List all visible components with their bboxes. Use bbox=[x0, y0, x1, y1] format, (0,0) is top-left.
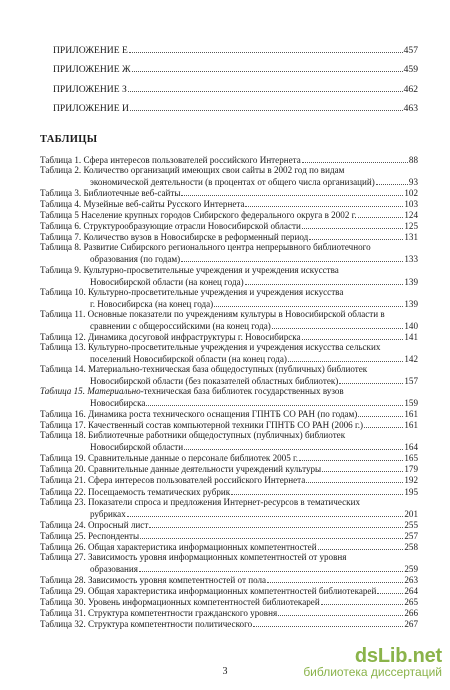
dot-leader bbox=[309, 231, 403, 240]
table-entry-page: 93 bbox=[408, 177, 418, 188]
table-entry-page: 88 bbox=[408, 155, 418, 165]
table-entry-page: 179 bbox=[404, 464, 418, 475]
table-entry-label: Таблица 21. Сфера интересов пользователей российского Интернета bbox=[40, 475, 306, 486]
watermark-subtitle: библиотека диссертаций bbox=[303, 665, 442, 679]
table-entry bbox=[40, 309, 418, 320]
table-entry-page: 125 bbox=[404, 221, 418, 232]
table-entry-label: Таблица 18. Библиотечные работники общедоступных (публичных) библиотек bbox=[40, 430, 346, 441]
table-entry-page: 265 bbox=[404, 597, 418, 607]
dot-leader bbox=[377, 585, 403, 594]
table-entry bbox=[40, 618, 418, 630]
dot-leader bbox=[288, 353, 403, 362]
watermark-logo bbox=[303, 645, 442, 679]
dot-leader bbox=[322, 463, 403, 472]
table-entry-label: Таблица 10. Культурно-просветительные учреждения и учреждения искусства bbox=[40, 286, 344, 297]
table-entry-page: 255 bbox=[404, 519, 418, 530]
table-entry-label: Таблица 7. Количество вузов в Новосибирске в реформенный период bbox=[40, 232, 309, 243]
table-entry-page: 192 bbox=[404, 475, 418, 486]
toc-entry bbox=[40, 44, 418, 56]
table-entry-label: Таблица 1. Сфера интересов пользователей российского Интернета bbox=[40, 155, 301, 165]
table-entry-label: Таблица 24. Опросный лист bbox=[40, 519, 149, 530]
dot-leader bbox=[139, 563, 403, 572]
table-entry-label: Таблица 23. Показатели спроса и предложения Интернет-ресурсов в тематических bbox=[40, 496, 361, 507]
table-entry-page: 131 bbox=[404, 232, 418, 243]
table-entry bbox=[40, 552, 418, 563]
table-entry bbox=[40, 497, 418, 508]
table-entry-page: 195 bbox=[404, 486, 418, 497]
table-entry-label: сравнении с общероссийскими (на конец года) bbox=[90, 320, 271, 331]
table-entry-label: Таблица 26. Общая характеристика информационных компетентностей bbox=[40, 541, 317, 552]
table-entry-page: 102 bbox=[404, 188, 418, 199]
table-entry-page: 258 bbox=[404, 541, 418, 552]
dot-leader bbox=[181, 253, 403, 262]
table-entry-page: 140 bbox=[404, 320, 418, 331]
table-entry-page: 103 bbox=[404, 199, 418, 210]
toc-entry-label: ПРИЛОЖЕНИЕ Е bbox=[53, 45, 128, 56]
toc-entry-page: 463 bbox=[403, 102, 418, 114]
table-entry-label: Таблица 6. Структурообразующие отрасли Новосибирской области bbox=[40, 221, 301, 232]
table-entry-page: 201 bbox=[404, 508, 418, 519]
table-entry-label: Таблица 5 Население крупных городов Сибирского федерального округа в 2002 г. bbox=[40, 210, 357, 221]
table-entry-label: Таблица 16. Динамика роста технического оснащения ГПНТБ СО РАН (по годам) bbox=[40, 409, 358, 420]
table-entry-page: 133 bbox=[404, 254, 418, 265]
dot-leader bbox=[321, 596, 404, 605]
table-entry-page: 165 bbox=[404, 453, 418, 464]
table-entry-page: 139 bbox=[404, 298, 418, 309]
dot-leader bbox=[376, 176, 408, 185]
table-entry bbox=[40, 265, 418, 276]
table-entry-label: Таблица 13. Культурно-просветительные учреждения и учреждения искусства сельских bbox=[40, 341, 381, 352]
dot-leader bbox=[278, 607, 403, 616]
toc-entry-label: ПРИЛОЖЕНИЕ Ж bbox=[53, 64, 131, 76]
table-entry-page: 266 bbox=[404, 608, 418, 619]
dot-leader bbox=[130, 102, 403, 111]
table-entry bbox=[40, 342, 418, 353]
toc-entry bbox=[40, 83, 418, 95]
table-entry-page: 164 bbox=[404, 442, 418, 453]
table-entry-label: Таблица 11. Основные показатели по учреждениям культуры в Новосибирской области в bbox=[40, 308, 385, 319]
table-entry bbox=[40, 242, 418, 253]
dot-leader bbox=[128, 83, 403, 92]
dot-leader bbox=[149, 519, 403, 528]
table-entry-label: Таблица 4. Музейные веб-сайты Русского Интернета bbox=[40, 199, 245, 210]
table-entry bbox=[40, 430, 418, 441]
dot-leader bbox=[358, 408, 403, 417]
table-entry-page: 141 bbox=[404, 331, 418, 342]
table-entry-page: 161 bbox=[404, 420, 418, 431]
table-entry-label: Новосибирска bbox=[90, 398, 146, 409]
dot-leader bbox=[146, 397, 403, 406]
dot-leader bbox=[214, 298, 403, 307]
table-entry bbox=[40, 165, 418, 176]
section-title: ТАБЛИЦЫ bbox=[40, 134, 98, 145]
table-entry bbox=[40, 287, 418, 298]
table-entry-label: г. Новосибирска (на конец года) bbox=[90, 298, 214, 309]
table-entry-label: Таблица 29. Общая характеристика информационных компетентностей библиотекарей bbox=[40, 585, 377, 596]
table-entry-page: 142 bbox=[404, 353, 418, 364]
table-entry-label: Таблица 25. Респонденты bbox=[40, 530, 140, 541]
table-entry-label: рубриках bbox=[90, 508, 126, 519]
dot-leader bbox=[253, 618, 403, 627]
table-entry-label: поселений Новосибирской области (на конец года) bbox=[90, 353, 287, 364]
table-entry-label: Таблица 20. Сравнительные данные деятельности учреждений культуры bbox=[40, 464, 322, 475]
dot-leader bbox=[231, 486, 403, 495]
dot-leader bbox=[364, 419, 403, 428]
toc-entry bbox=[40, 102, 418, 114]
table-entry-page: 124 bbox=[404, 210, 418, 221]
dot-leader bbox=[302, 220, 403, 229]
toc-entry-page: 457 bbox=[403, 45, 418, 56]
table-entry-label: Таблица 15. Материально-техническая база библиотек государственных вузов bbox=[40, 386, 344, 397]
watermark-brand: dsLib.net bbox=[354, 645, 442, 667]
table-entry-label: Таблица 12. Динамика досуговой инфраструктуры г. Новосибирска bbox=[40, 331, 301, 342]
dot-leader bbox=[245, 198, 403, 207]
table-entry-page: 267 bbox=[404, 619, 418, 630]
table-entry-label: Таблица 17. Качественный состав компьютерной техники ГПНТБ СО РАН (2006 г.) bbox=[40, 420, 363, 431]
table-entry-label: Таблица 31. Структура компетентности гражданского уровня bbox=[40, 608, 278, 619]
table-entry-label: Таблица 3. Библиотечные веб-сайты bbox=[40, 188, 181, 199]
dot-leader bbox=[339, 375, 403, 384]
table-entry bbox=[40, 364, 418, 375]
table-entry-label: Новосибирской области bbox=[90, 442, 184, 453]
table-entry-page: 157 bbox=[404, 376, 418, 386]
table-entry-label: Новосибирской области (без показателей областных библиотек) bbox=[90, 376, 339, 386]
table-entry-label: Таблица 32. Структура компетентности политического bbox=[40, 619, 253, 630]
table-entry-page: 263 bbox=[404, 574, 418, 585]
dot-leader bbox=[302, 154, 408, 163]
table-entry-label: Таблица 28. Зависимость уровня компетентностей от пола bbox=[40, 574, 267, 585]
toc-entry-page: 459 bbox=[403, 64, 418, 76]
dot-leader bbox=[140, 530, 403, 539]
dot-leader bbox=[306, 474, 403, 483]
table-entry-page: 257 bbox=[404, 530, 418, 541]
table-entry-label: Таблица 22. Посещаемость тематических рубрик bbox=[40, 486, 231, 497]
toc-entry-label: ПРИЛОЖЕНИЕ З bbox=[53, 83, 127, 95]
table-entry-label: Таблица 9. Культурно-просветительные учреждения и учреждения искусства bbox=[40, 264, 339, 275]
dot-leader bbox=[358, 209, 404, 218]
table-entry-label: Таблица 27. Зависимость уровня информационных компетентностей от уровня bbox=[40, 551, 347, 562]
table-entry-page: 161 bbox=[404, 409, 418, 420]
toc-entry-label: ПРИЛОЖЕНИЕ И bbox=[53, 102, 129, 114]
page-number: 3 bbox=[222, 666, 228, 677]
table-entry-label: Таблица 8. Развитие Сибирского регионального центра непрерывного библиотечного bbox=[40, 242, 371, 253]
table-entry-page: 159 bbox=[404, 398, 418, 409]
dot-leader bbox=[318, 541, 404, 550]
dot-leader bbox=[181, 187, 403, 196]
table-entry-label: образования bbox=[90, 563, 138, 574]
dot-leader bbox=[302, 331, 404, 340]
dot-leader bbox=[127, 508, 404, 517]
dot-leader bbox=[272, 320, 404, 329]
table-entry-label: образования (по годам) bbox=[90, 254, 181, 265]
table-entry-label: Таблица 14. Материально-техническая база общедоступных (публичных) библиотек bbox=[40, 363, 368, 374]
dot-leader bbox=[267, 574, 403, 583]
table-entry-page: 139 bbox=[404, 276, 418, 287]
table-entry-label: Таблица 19. Сравнительные данные о персонале библиотек 2005 г. bbox=[40, 453, 299, 464]
table-entry-label: Таблица 30. Уровень информационных компетентностей библиотекарей bbox=[40, 597, 320, 607]
table-entry-label: Новосибирской области (на конец года) bbox=[90, 276, 244, 287]
dot-leader bbox=[245, 276, 404, 285]
table-entry-page: 264 bbox=[404, 585, 418, 596]
dot-leader bbox=[132, 63, 403, 72]
toc-entry-page: 462 bbox=[403, 83, 418, 95]
table-entry-label: Таблица 2. Количество организаций имеющих свои сайты в 2002 год по видам bbox=[40, 165, 345, 176]
dot-leader bbox=[299, 452, 403, 461]
table-entry-label: экономической деятельности (в процентах от общего числа организаций) bbox=[90, 177, 375, 188]
toc-entry bbox=[40, 63, 418, 75]
dot-leader bbox=[129, 44, 403, 53]
table-entry-page: 259 bbox=[404, 563, 418, 574]
dot-leader bbox=[184, 441, 403, 450]
table-entry bbox=[40, 386, 418, 397]
